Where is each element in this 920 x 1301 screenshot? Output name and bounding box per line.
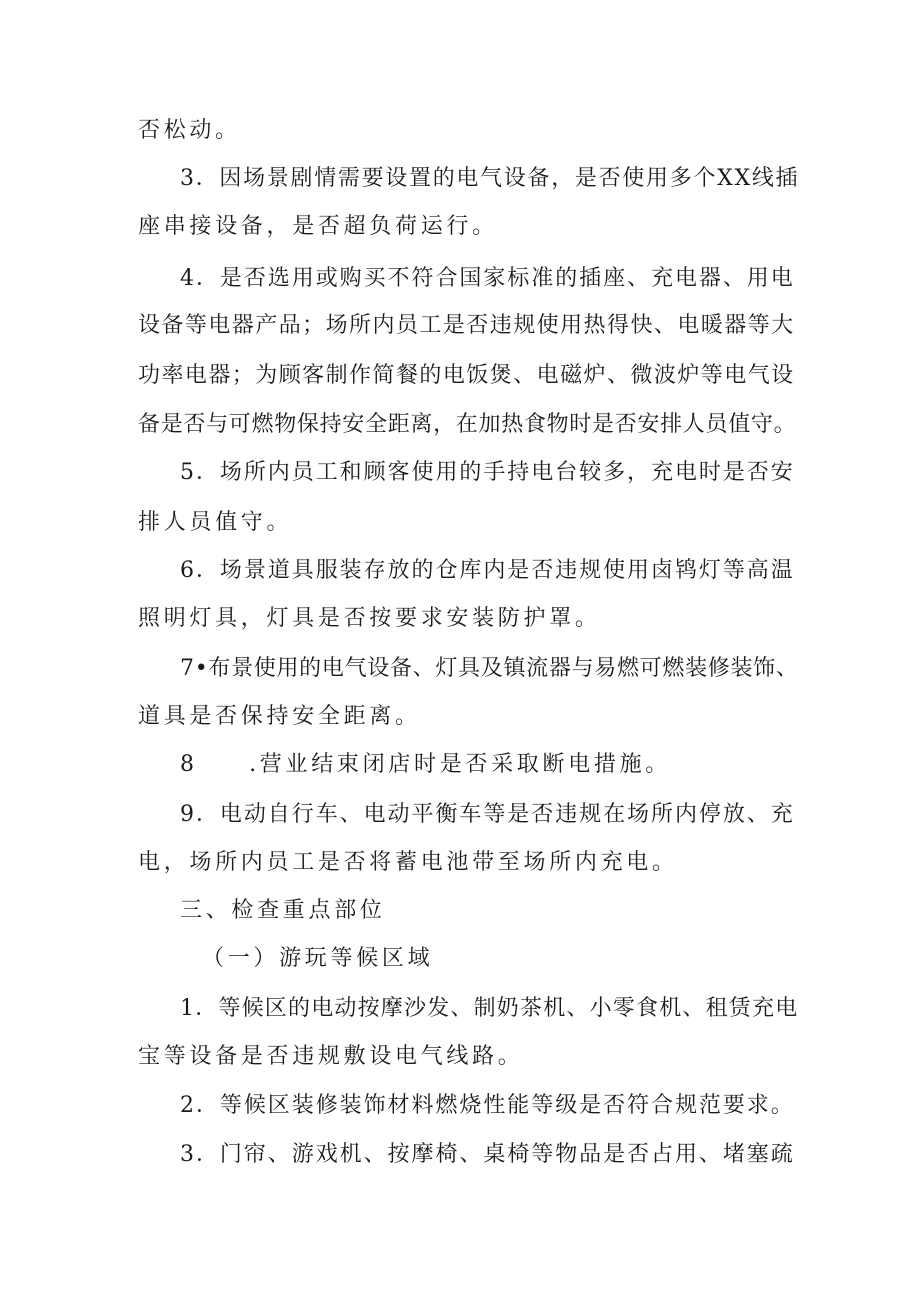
- text-line: 3．门帘、游戏机、按摩椅、桌椅等物品是否占用、堵塞疏: [180, 1142, 795, 1167]
- text-line: 1．等候区的电动按摩沙发、制奶茶机、小零食机、租赁充电: [180, 996, 799, 1021]
- section-heading: 三、检查重点部位: [180, 898, 386, 923]
- text-line: 2．等候区装修装饰材料燃烧性能等级是否符合规范要求。: [180, 1093, 795, 1118]
- text-line: 座串接设备，是否超负荷运行。: [138, 214, 498, 239]
- text-line: 功率电器；为顾客制作简餐的电饭煲、电磁炉、微波炉等电气设: [138, 363, 795, 388]
- text-line: 5．场所内员工和顾客使用的手持电台较多，充电时是否安: [180, 460, 795, 485]
- text-line: 照明灯具，灯具是否按要求安装防护罩。: [138, 606, 601, 631]
- text-line: 宝等设备是否违规敷设电气线路。: [138, 1044, 524, 1069]
- text-line: 设备等电器产品；场所内员工是否违规使用热得快、电暖器等大: [138, 313, 795, 338]
- text-line: 7•布景使用的电气设备、灯具及镇流器与易燃可燃装修装饰、: [180, 656, 799, 681]
- text-line: 8 .营业结束闭店时是否采取断电措施。: [180, 752, 671, 777]
- text-line: 3．因场景剧情需要设置的电气设备，是否使用多个XX线插: [180, 166, 800, 191]
- text-line: 6．场景道具服装存放的仓库内是否违规使用卤鸨灯等高温: [180, 558, 795, 583]
- text-line: 排人员值守。: [138, 510, 293, 535]
- text-line: 备是否与可燃物保持安全距离，在加热食物时是否安排人员值守。: [138, 412, 797, 437]
- text-line: 道具是否保持安全距离。: [138, 704, 421, 729]
- subsection-heading: （一）游玩等候区域: [202, 946, 434, 971]
- text-line: 9．电动自行车、电动平衡车等是否违规在场所内停放、充: [180, 802, 795, 827]
- text-line: 4．是否选用或购买不符合国家标准的插座、充电器、用电: [180, 266, 795, 291]
- text-line: 否松动。: [138, 118, 241, 143]
- text-line: 电，场所内员工是否将蓄电池带至场所内充电。: [138, 850, 678, 875]
